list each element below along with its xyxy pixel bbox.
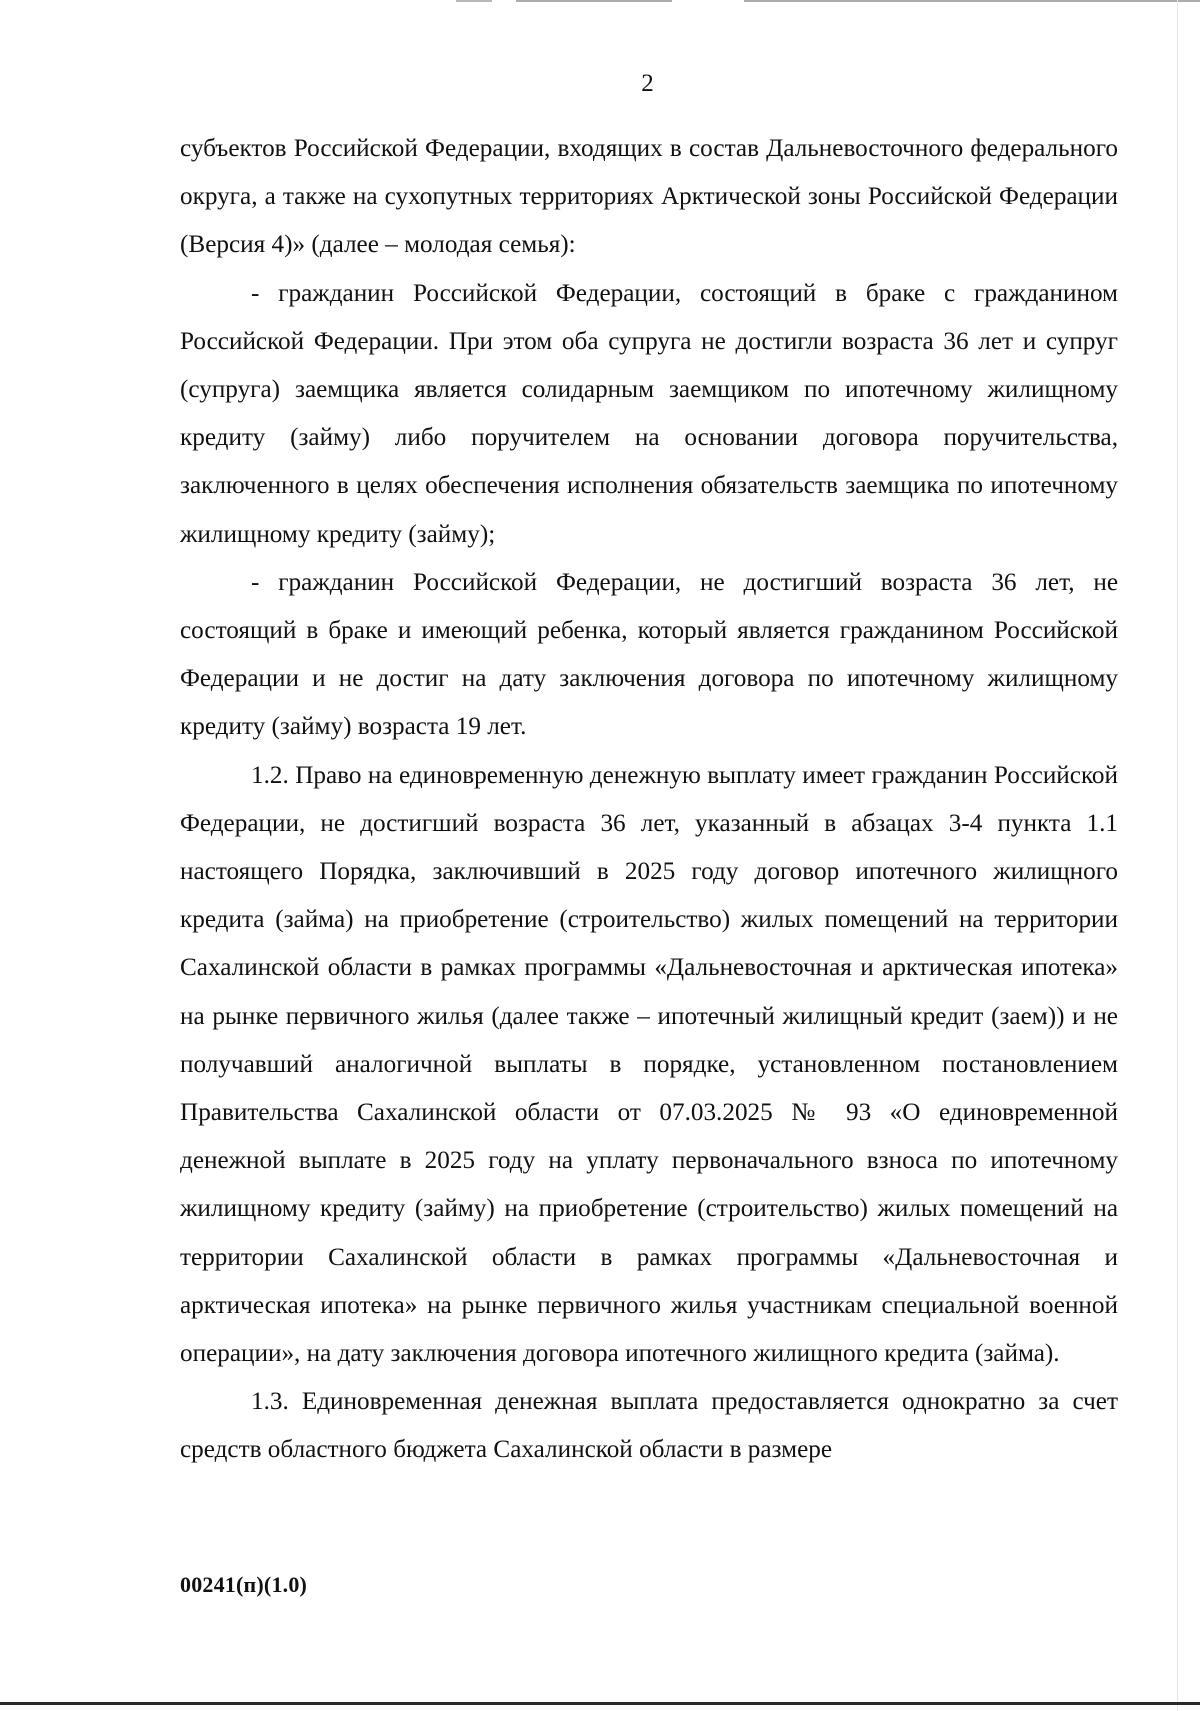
paragraph-1-2: 1.2. Право на единовременную денежную выплату имеет гражданин Российской Федерации, не достигший возраста 36 лет, указанный в абзацах 3-4 пункта 1.1 настоящего Порядка, заключивший в 2025 году договор ипотечного жилищного кредита (займа) на приобретение (строительство) жилых помещений на территории Сахалинской области в рамках программы «Дальневосточная и арктическая ипотека» на рынке первичного жилья (далее также – ипотечный жилищный кредит (заем)) и не получавший аналогичной выплаты в порядке, установленном постановлением Правительства Сахалинской области от 07.03.2025 № 93 «О единовременной денежной выплате в 2025 году на уплату первоначального взноса по ипотечному жилищному кредиту (займу) на приобретение (строительство) жилых помещений на территории Сахалинской области в рамках программы «Дальневосточная и арктическая ипотека» на рынке первичного жилья участникам специальной военной операции», на дату заключения договора ипотечного жилищного кредита (займа). — [180, 761, 1118, 1368]
scan-edge-top — [0, 0, 1200, 2]
scan-edge-bottom — [0, 1702, 1200, 1705]
page-number: 2 — [641, 70, 654, 97]
scan-edge-right — [1177, 0, 1178, 1711]
document-body — [180, 125, 1118, 1475]
paragraph-1-3: 1.3. Единовременная денежная выплата предоставляется однократно за счет средств областного бюджета Сахалинской области в размере — [180, 1388, 1118, 1464]
paragraph-married-citizen: - гражданин Российской Федерации, состоящий в браке с гражданином Российской Федерации. При этом оба супруга не достигли возраста 36 лет и супруг (супруга) заемщика является солидарным заемщиком по ипотечному жилищному кредиту (займу) либо поручителем на основании договора поручительства, заключенного в целях обеспечения исполнения обязательств заемщика по ипотечному жилищному кредиту (займу); — [180, 279, 1118, 548]
paragraph-single-parent: - гражданин Российской Федерации, не достигший возраста 36 лет, не состоящий в браке и имеющий ребенка, который является гражданином Российской Федерации и не достиг на дату заключения договора по ипотечному жилищному кредиту (займу) возраста 19 лет. — [180, 568, 1118, 741]
paragraph-continuation: субъектов Российской Федерации, входящих в состав Дальневосточного федерального округа, а также на сухопутных территориях Арктической зоны Российской Федерации (Версия 4)» (далее – молодая семья): — [180, 135, 1118, 259]
document-code: 00241(п)(1.0) — [180, 1572, 308, 1597]
